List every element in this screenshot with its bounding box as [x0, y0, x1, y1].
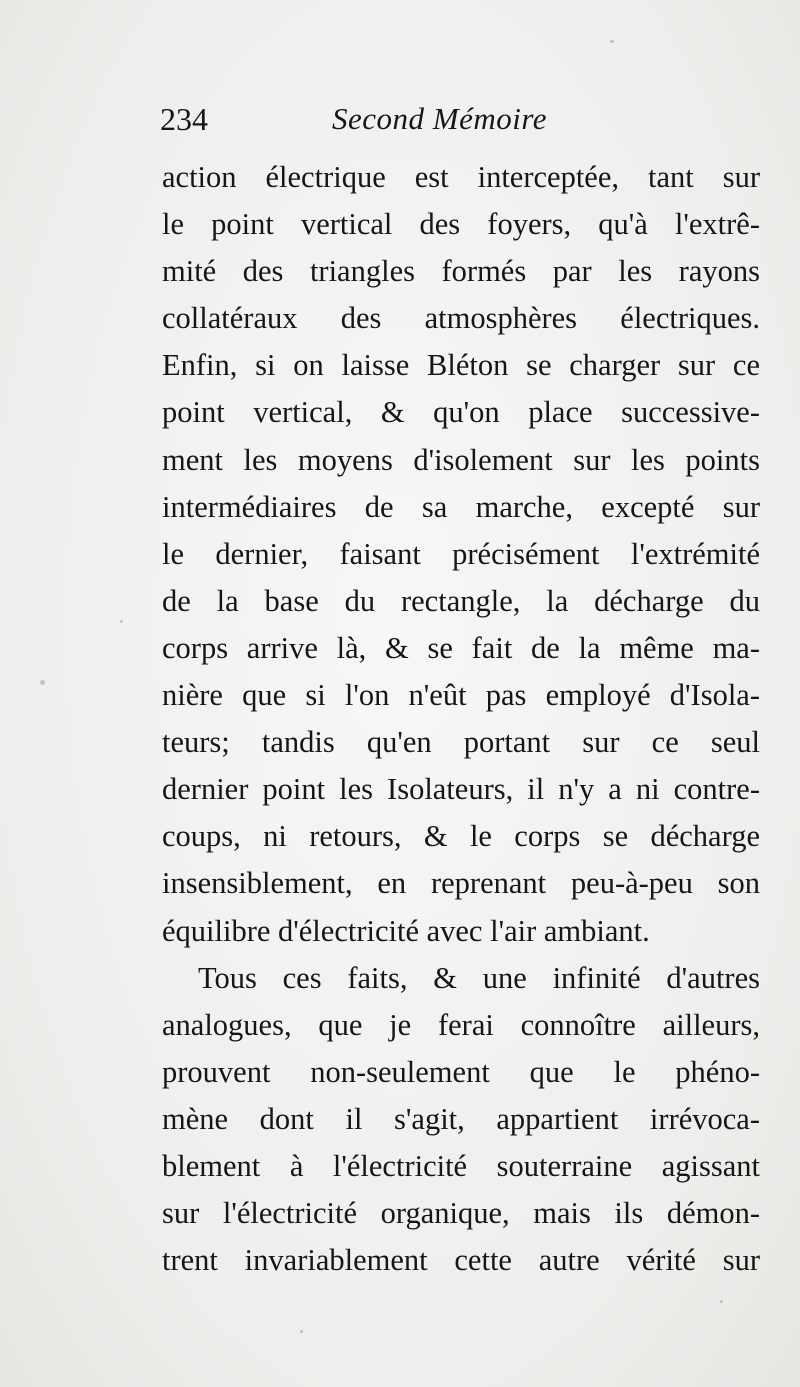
text-line: Tous ces faits, & une infinité d'autres: [198, 960, 760, 995]
text-line: collatéraux des atmosphères électriques.: [162, 301, 760, 336]
text-line: équilibre d'électricité avec l'air ambiant.: [162, 913, 650, 948]
paper-speck: [300, 1330, 303, 1333]
text-line: mène dont il s'agit, appartient irrévoca-: [162, 1101, 760, 1136]
text-line: ment les moyens d'isolement sur les points: [162, 442, 760, 477]
text-line: mité des triangles formés par les rayons: [162, 254, 760, 289]
paper-speck: [40, 680, 45, 685]
text-line: nière que si l'on n'eût pas employé d'Isola-: [162, 678, 760, 713]
text-line: intermédiaires de sa marche, excepté sur: [162, 489, 760, 524]
text-line: point vertical, & qu'on place successive-: [162, 395, 760, 430]
paper-speck: [120, 620, 123, 623]
body-text: [162, 154, 760, 1284]
text-line: prouvent non-seulement que le phéno-: [162, 1054, 760, 1089]
paper-speck: [720, 1300, 723, 1303]
text-line: corps arrive là, & se fait de la même ma-: [162, 630, 760, 665]
text-line: teurs; tandis qu'en portant sur ce seul: [162, 725, 760, 760]
paper-speck: [610, 40, 614, 43]
paragraph-1: [162, 154, 760, 955]
page-header: [0, 96, 800, 142]
text-line: trent invariablement cette autre vérité sur: [162, 1243, 760, 1278]
page-number: 234: [160, 101, 208, 137]
text-line: action électrique est interceptée, tant sur: [162, 160, 760, 194]
text-line: coups, ni retours, & le corps se décharge: [162, 819, 760, 854]
text-line: Enfin, si on laisse Bléton se charger sur ce: [162, 348, 760, 383]
text-line: dernier point les Isolateurs, il n'y a ni contre-: [162, 772, 760, 807]
text-line: de la base du rectangle, la décharge du: [162, 583, 760, 618]
paragraph-2: [162, 955, 760, 1285]
text-line: sur l'électricité organique, mais ils démon-: [162, 1196, 760, 1231]
text-line: le point vertical des foyers, qu'à l'extrê-: [162, 207, 760, 242]
text-line: blement à l'électricité souterraine agissant: [162, 1148, 760, 1183]
text-line: analogues, que je ferai connoître ailleurs,: [162, 1007, 760, 1042]
text-line: le dernier, faisant précisément l'extrémité: [162, 536, 760, 571]
text-line: insensiblement, en reprenant peu-à-peu son: [162, 866, 760, 901]
running-head: Second Mémoire: [332, 101, 548, 136]
